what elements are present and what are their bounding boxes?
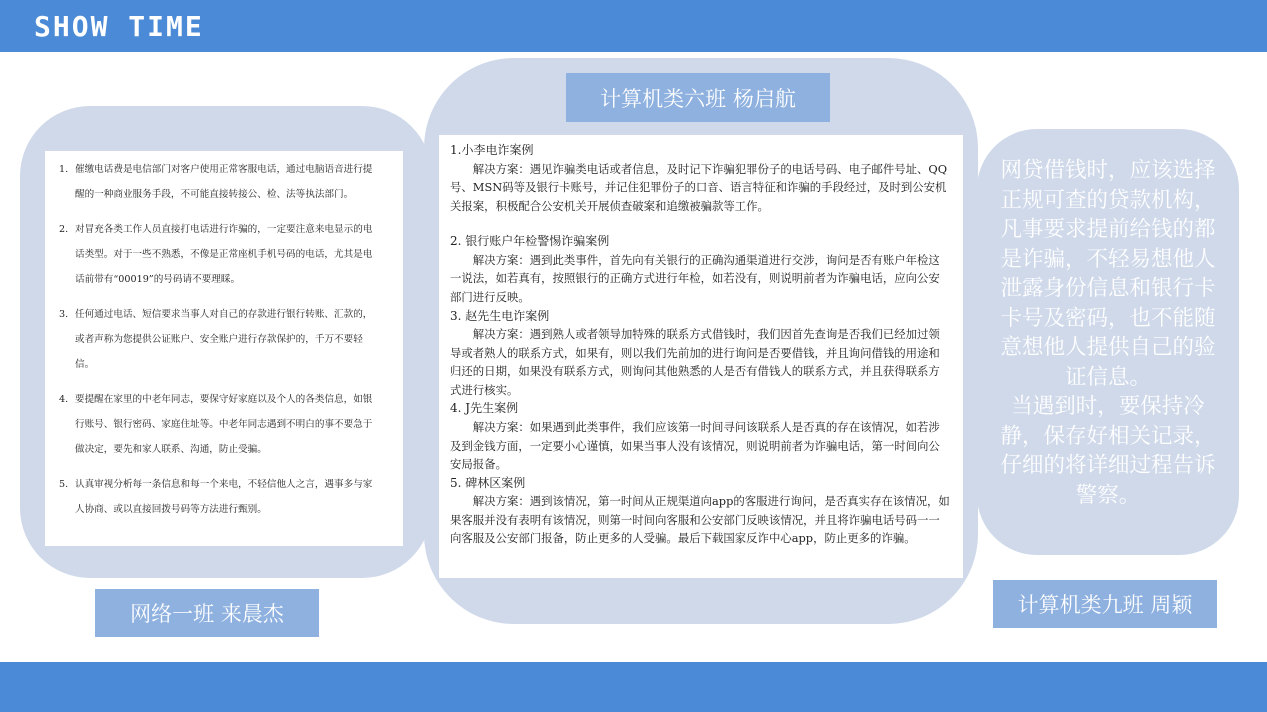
author-label-right: 计算机类九班 周颖 (993, 580, 1217, 628)
case-block (450, 141, 951, 215)
page-title: SHOW TIME (34, 10, 204, 43)
list-number: 4. (59, 394, 69, 405)
case-body: 解决方案：遇到该情况，第一时间从正规渠道向app的客服进行询问，是否真实存在该情况，如果客服并没有表明有该情况，则第一时间向客服和公安部门反映该情况，并且将诈骗电话号码一一向客服及公安部门报备，防止更多的人受骗。最后下载国家反诈中心app，防止更多的诈骗。 (450, 494, 950, 546)
case-title: 1.小李电诈案例 (450, 143, 534, 157)
right-paragraph: 当遇到时，要保持冷静，保存好相关记录，仔细的将详细过程告诉警察。 (1000, 394, 1216, 508)
header-bar (0, 0, 1267, 52)
list-number: 3. (59, 309, 69, 320)
case-body: 解决方案：遇到此类事件，首先向有关银行的正确沟通渠道进行交涉，询问是否有账户年检这一说法，如若真有，按照银行的正确方式进行年检，如若没有，则说明前者为诈骗电话，应向公安部门进行反映。 (450, 252, 940, 304)
author-label-left: 网络一班 来晨杰 (95, 589, 319, 637)
case-block (450, 474, 951, 548)
list-number: 2. (59, 224, 69, 235)
list-item (59, 387, 381, 462)
list-number: 5. (59, 479, 69, 490)
case-body: 解决方案：如果遇到此类事件，我们应该第一时间寻问该联系人是否真的存在该情况，如若涉及到金钱方面，一定要小心谨慎，如果当事人没有该情况，则说明前者为诈骗电话，第一时间向公安局报备。 (450, 419, 940, 472)
right-panel-text (996, 156, 1220, 510)
middle-document (439, 135, 963, 578)
list-item (59, 472, 381, 522)
case-title: 4. J先生案例 (450, 401, 519, 416)
list-text: 催缴电话费是电信部门对客户使用正常客服电话，通过电脑语音进行提醒的一种商业服务手段，不可能直接转接公、检、法等执法部门。 (75, 164, 373, 200)
case-body: 解决方案：遇见诈骗类电话或者信息，及时记下诈骗犯罪份子的电话号码、电子邮件号址、QQ号、MSN码等及银行卡账号，并记住犯罪份子的口音、语言特征和诈骗的手段经过，及时到公安机关报案，积极配合公安机关开展侦查破案和追缴被骗款等工作。 (450, 161, 948, 213)
list-item (59, 157, 381, 207)
case-title: 2. 银行账户年检警惕诈骗案例 (450, 234, 610, 249)
list-item (59, 217, 381, 292)
list-text: 对冒充各类工作人员直接打电话进行诈骗的，一定要注意来电显示的电话类型。对于一些不熟悉，不像是正常座机手机号码的电话，尤其是电话前带有“00019”的号码请不要理睬。 (75, 224, 373, 285)
author-label-middle: 计算机类六班 杨启航 (566, 73, 830, 122)
list-number: 1. (59, 164, 69, 175)
tips-list (59, 157, 381, 522)
list-text: 任何通过电话、短信要求当事人对自己的存款进行银行转账、汇款的，或者声称为您提供公证账户、安全账户进行存款保护的，千万不要轻信。 (75, 309, 373, 370)
case-block (450, 399, 951, 473)
case-block (450, 232, 951, 306)
list-item (59, 302, 381, 377)
case-title: 5. 碑林区案例 (450, 475, 526, 490)
left-document (45, 151, 403, 546)
right-paragraph: 网贷借钱时，应该选择正规可查的贷款机构，凡事要求提前给钱的都是诈骗，不轻易想他人泄露身份信息和银行卡卡号及密码，也不能随意想他人提供自己的验证信息。 (1000, 158, 1216, 390)
footer-bar (0, 662, 1267, 712)
case-title: 3. 赵先生电诈案例 (450, 308, 550, 323)
case-body: 解决方案：遇到熟人或者领导加特殊的联系方式借钱时，我们因首先查询是否我们已经加过领导或者熟人的联系方式，如果有，则以我们先前加的进行询问是否要借钱，并且询问借钱的用途和归还的日期，如果没有联系方式，则询问其他熟悉的人是否有借钱人的联系方式，并且获得联系方式进行核实。 (450, 327, 940, 397)
list-text: 认真审视分析每一条信息和每一个来电，不轻信他人之言，遇事多与家人协商、或以直接回拨号码等方法进行甄别。 (75, 479, 373, 515)
list-text: 要提醒在家里的中老年同志，要保守好家庭以及个人的各类信息，如银行账号、银行密码、家庭住址等。中老年同志遇到不明白的事不要急于做决定，要先和家人联系、沟通，防止受骗。 (75, 394, 373, 455)
case-block (450, 307, 951, 400)
